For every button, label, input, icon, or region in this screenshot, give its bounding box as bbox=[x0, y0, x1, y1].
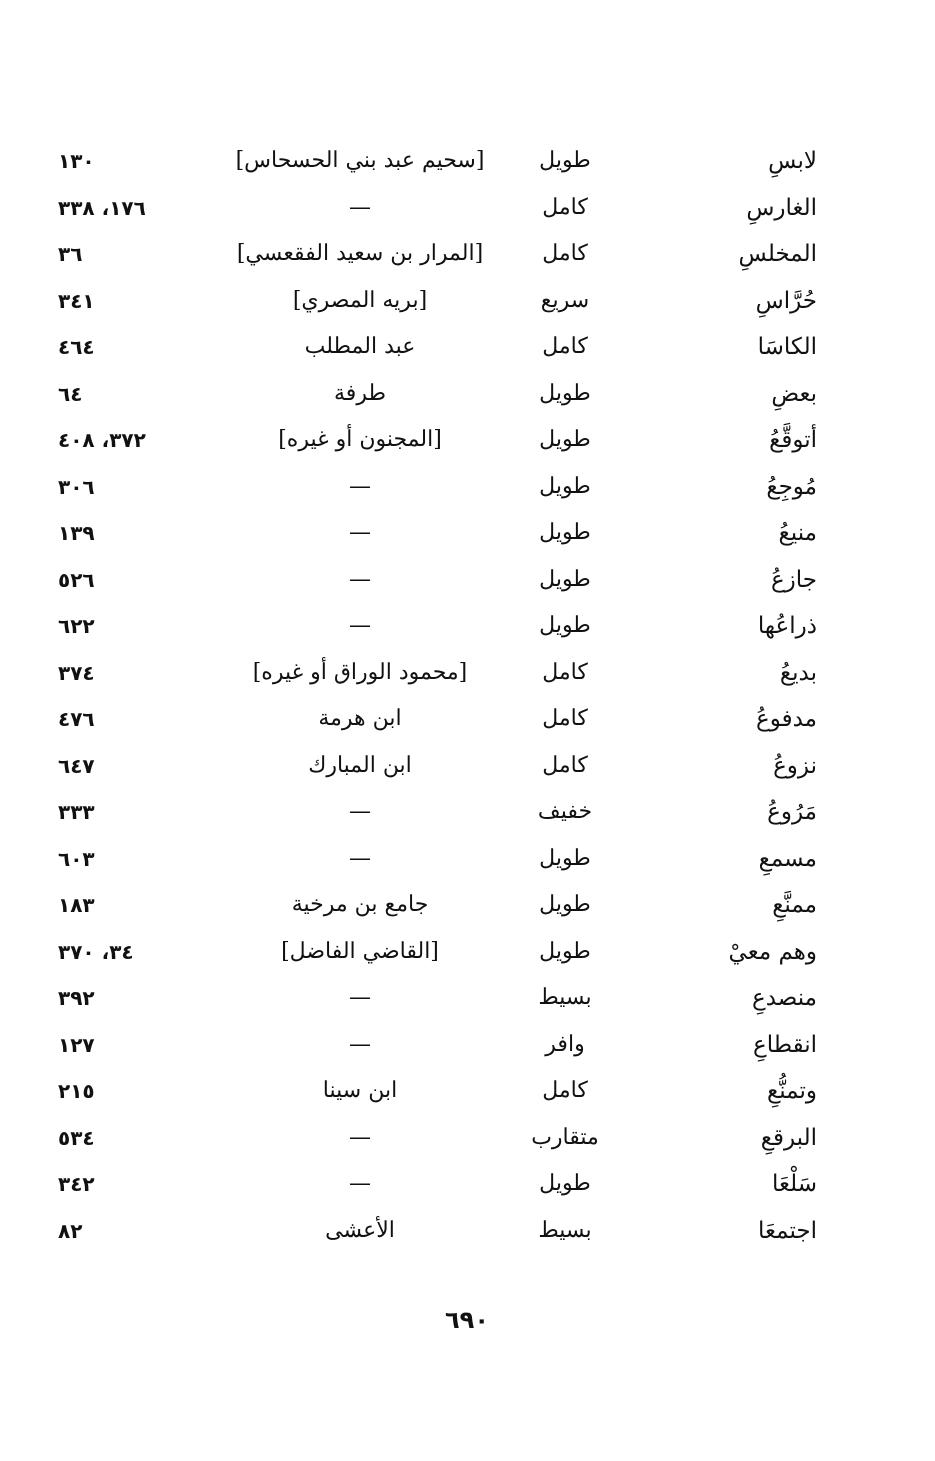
meter-cell bbox=[500, 836, 630, 883]
rhyme-cell bbox=[647, 464, 817, 511]
pages-cell bbox=[58, 1208, 208, 1255]
rhyme-cell-text: بديعُ bbox=[779, 659, 817, 686]
meter-cell bbox=[500, 278, 630, 325]
meter-cell-text: كامل bbox=[542, 194, 588, 220]
pages-cell bbox=[58, 836, 208, 883]
meter-cell bbox=[500, 1068, 630, 1115]
rhyme-cell-text: جازعُ bbox=[770, 566, 817, 593]
rhyme-cell bbox=[647, 882, 817, 929]
pages-cell bbox=[58, 743, 208, 790]
rhyme-cell bbox=[647, 1022, 817, 1069]
meter-cell-text: طويل bbox=[539, 380, 591, 406]
rhyme-cell-text: مدفوعُ bbox=[756, 706, 817, 732]
poet-cell-text: — bbox=[349, 985, 371, 1010]
meter-cell-text: بسيط bbox=[538, 985, 592, 1010]
rhyme-cell-text: أتوقَّعُ bbox=[769, 427, 817, 453]
pages-cell-text: ٨٢ bbox=[58, 1218, 83, 1243]
meter-cell bbox=[500, 1115, 630, 1162]
poet-cell-text: [سحيم عبد بني الحسحاس] bbox=[235, 148, 485, 173]
rhyme-cell bbox=[647, 743, 817, 790]
pages-cell bbox=[58, 1068, 208, 1115]
poet-cell bbox=[215, 371, 505, 418]
pages-cell-text: ٥٣٤ bbox=[58, 1125, 95, 1150]
poet-cell-text: — bbox=[349, 1031, 371, 1057]
rhyme-cell bbox=[647, 1068, 817, 1115]
poet-cell bbox=[215, 1208, 505, 1255]
poet-cell bbox=[215, 278, 505, 325]
rhyme-cell-text: مَرُوعُ bbox=[767, 799, 817, 825]
meter-cell-text: متقارب bbox=[531, 1124, 599, 1150]
meter-cell-text: كامل bbox=[542, 706, 588, 731]
pages-cell-text: ٢١٥ bbox=[58, 1079, 95, 1103]
pages-cell-text: ٥٢٦ bbox=[58, 567, 95, 592]
poet-cell bbox=[215, 138, 505, 185]
rhyme-cell bbox=[647, 185, 817, 232]
pages-cell-text: ٣٤٢ bbox=[58, 1172, 95, 1196]
meter-cell-text: طويل bbox=[539, 148, 591, 173]
poet-cell bbox=[215, 185, 505, 232]
rhyme-cell bbox=[647, 278, 817, 325]
pages-cell-text: ١٣٠ bbox=[58, 149, 95, 173]
meter-cell bbox=[500, 789, 630, 836]
pages-cell bbox=[58, 278, 208, 325]
meter-cell bbox=[500, 929, 630, 976]
poet-cell bbox=[215, 557, 505, 604]
rhyme-cell bbox=[647, 1161, 817, 1208]
poet-cell bbox=[215, 1022, 505, 1069]
pages-cell bbox=[58, 696, 208, 743]
index-row bbox=[0, 1115, 935, 1162]
poet-cell bbox=[215, 231, 505, 278]
rhyme-cell bbox=[647, 1115, 817, 1162]
rhyme-cell bbox=[647, 231, 817, 278]
rhyme-cell bbox=[647, 650, 817, 697]
index-row bbox=[0, 743, 935, 790]
index-row bbox=[0, 185, 935, 232]
rhyme-cell-text: حُرَّاسِ bbox=[755, 287, 817, 314]
meter-cell bbox=[500, 417, 630, 464]
pages-cell bbox=[58, 1161, 208, 1208]
meter-cell bbox=[500, 231, 630, 278]
rhyme-cell-text: سَلْعَا bbox=[772, 1171, 817, 1197]
poet-cell bbox=[215, 836, 505, 883]
index-row bbox=[0, 371, 935, 418]
poet-cell bbox=[215, 603, 505, 650]
poet-cell-text: [المجنون أو غيره] bbox=[278, 427, 442, 452]
poet-cell bbox=[215, 650, 505, 697]
index-row bbox=[0, 603, 935, 650]
poet-cell bbox=[215, 464, 505, 511]
pages-cell bbox=[58, 371, 208, 418]
poet-cell bbox=[215, 975, 505, 1022]
meter-cell bbox=[500, 696, 630, 743]
rhyme-cell-text: اجتمعَا bbox=[758, 1217, 817, 1244]
rhyme-cell-text: منصدعِ bbox=[751, 985, 817, 1011]
pages-cell-text: ٤٦٤ bbox=[58, 335, 95, 359]
page-number: ٦٩٠ bbox=[445, 1306, 489, 1334]
meter-cell-text: طويل bbox=[539, 845, 591, 871]
index-row bbox=[0, 650, 935, 697]
pages-cell bbox=[58, 603, 208, 650]
meter-cell-text: كامل bbox=[542, 334, 588, 359]
meter-cell bbox=[500, 1022, 630, 1069]
poet-cell bbox=[215, 743, 505, 790]
meter-cell bbox=[500, 510, 630, 557]
meter-cell bbox=[500, 557, 630, 604]
index-row bbox=[0, 510, 935, 557]
poet-cell-text: — bbox=[349, 845, 371, 871]
poet-cell-text: — bbox=[349, 194, 371, 220]
poet-cell bbox=[215, 417, 505, 464]
poet-cell bbox=[215, 324, 505, 371]
pages-cell-text: ١٧٦، ٣٣٨ bbox=[58, 195, 146, 220]
rhyme-cell-text: المخلسِ bbox=[738, 241, 817, 267]
poet-cell-text: طرفة bbox=[334, 380, 386, 406]
rhyme-cell bbox=[647, 138, 817, 185]
pages-cell bbox=[58, 417, 208, 464]
pages-cell bbox=[58, 324, 208, 371]
meter-cell-text: طويل bbox=[539, 1171, 591, 1196]
meter-cell bbox=[500, 882, 630, 929]
index-row bbox=[0, 836, 935, 883]
meter-cell-text: طويل bbox=[539, 473, 591, 499]
poet-cell-text: ابن المبارك bbox=[308, 752, 412, 778]
index-row bbox=[0, 882, 935, 929]
pages-cell-text: ١٢٧ bbox=[58, 1032, 95, 1057]
meter-cell-text: كامل bbox=[542, 1078, 588, 1103]
pages-cell bbox=[58, 510, 208, 557]
poet-cell bbox=[215, 882, 505, 929]
poet-cell-text: [القاضي الفاضل] bbox=[281, 938, 439, 964]
pages-cell bbox=[58, 650, 208, 697]
meter-cell-text: سريع bbox=[540, 287, 590, 313]
meter-cell bbox=[500, 603, 630, 650]
meter-cell-text: كامل bbox=[542, 752, 588, 778]
index-row bbox=[0, 789, 935, 836]
index-row bbox=[0, 696, 935, 743]
poet-cell-text: [المرار بن سعيد الفقعسي] bbox=[236, 241, 484, 266]
meter-cell bbox=[500, 975, 630, 1022]
pages-cell-text: ٣٦ bbox=[58, 242, 83, 266]
index-row bbox=[0, 1161, 935, 1208]
rhyme-cell-text: لابسِ bbox=[768, 148, 817, 174]
poet-cell bbox=[215, 696, 505, 743]
poet-cell bbox=[215, 789, 505, 836]
rhyme-cell-text: مسمعِ bbox=[758, 845, 817, 872]
index-row bbox=[0, 1068, 935, 1115]
meter-cell-text: كامل bbox=[542, 659, 588, 685]
rhyme-cell-text: وهم معيْ bbox=[728, 938, 817, 965]
rhyme-cell-text: الغارسِ bbox=[746, 194, 817, 221]
meter-cell-text: خفيف bbox=[537, 799, 593, 824]
poet-cell-text: — bbox=[349, 520, 371, 545]
rhyme-cell bbox=[647, 836, 817, 883]
index-row bbox=[0, 324, 935, 371]
pages-cell bbox=[58, 464, 208, 511]
poet-cell-text: جامع بن مرخية bbox=[291, 892, 429, 917]
poet-cell-text: ابن سينا bbox=[322, 1078, 398, 1103]
pages-cell-text: ١٣٩ bbox=[58, 521, 95, 545]
pages-cell bbox=[58, 882, 208, 929]
poet-cell bbox=[215, 929, 505, 976]
pages-cell-text: ٤٧٦ bbox=[58, 707, 95, 731]
rhyme-cell-text: ذراعُها bbox=[757, 613, 817, 639]
index-row bbox=[0, 138, 935, 185]
meter-cell bbox=[500, 650, 630, 697]
pages-cell bbox=[58, 1115, 208, 1162]
rhyme-cell bbox=[647, 789, 817, 836]
rhyme-cell-text: بعضِ bbox=[771, 380, 817, 407]
meter-cell bbox=[500, 324, 630, 371]
meter-cell-text: طويل bbox=[539, 566, 591, 592]
meter-cell-text: طويل bbox=[539, 613, 591, 638]
pages-cell-text: ٣٠٦ bbox=[58, 474, 95, 499]
pages-cell bbox=[58, 231, 208, 278]
index-row bbox=[0, 975, 935, 1022]
meter-cell bbox=[500, 185, 630, 232]
meter-cell bbox=[500, 1208, 630, 1255]
meter-cell bbox=[500, 371, 630, 418]
meter-cell-text: طويل bbox=[539, 938, 591, 964]
poet-cell-text: — bbox=[349, 566, 371, 592]
rhyme-cell bbox=[647, 557, 817, 604]
pages-cell bbox=[58, 1022, 208, 1069]
rhyme-cell bbox=[647, 1208, 817, 1255]
meter-cell-text: طويل bbox=[539, 520, 591, 545]
pages-cell-text: ٣٤١ bbox=[58, 288, 95, 313]
rhyme-cell bbox=[647, 929, 817, 976]
rhyme-cell-text: البرقعِ bbox=[760, 1124, 817, 1151]
rhyme-cell-text: ممنَّعِ bbox=[772, 892, 817, 918]
meter-cell-text: طويل bbox=[539, 892, 591, 917]
meter-cell bbox=[500, 464, 630, 511]
verse-index-table bbox=[0, 138, 935, 1254]
poet-cell-text: — bbox=[349, 1124, 371, 1150]
rhyme-cell bbox=[647, 510, 817, 557]
poet-cell-text: الأعشى bbox=[325, 1217, 395, 1243]
pages-cell bbox=[58, 929, 208, 976]
pages-cell bbox=[58, 557, 208, 604]
pages-cell-text: ٦٤٧ bbox=[58, 753, 95, 778]
poet-cell bbox=[215, 1115, 505, 1162]
poet-cell-text: [محمود الوراق أو غيره] bbox=[252, 659, 468, 685]
rhyme-cell bbox=[647, 417, 817, 464]
pages-cell-text: ٦٤ bbox=[58, 381, 83, 406]
rhyme-cell bbox=[647, 696, 817, 743]
index-row bbox=[0, 1208, 935, 1255]
rhyme-cell bbox=[647, 324, 817, 371]
pages-cell-text: ١٨٣ bbox=[58, 893, 95, 917]
meter-cell bbox=[500, 1161, 630, 1208]
rhyme-cell bbox=[647, 371, 817, 418]
rhyme-cell-text: نزوعُ bbox=[773, 752, 817, 779]
rhyme-cell bbox=[647, 975, 817, 1022]
poet-cell-text: [بريه المصري] bbox=[292, 287, 428, 313]
poet-cell bbox=[215, 1068, 505, 1115]
pages-cell bbox=[58, 789, 208, 836]
rhyme-cell bbox=[647, 603, 817, 650]
rhyme-cell-text: انقطاعِ bbox=[752, 1031, 817, 1058]
meter-cell-text: بسيط bbox=[538, 1217, 592, 1243]
meter-cell bbox=[500, 743, 630, 790]
rhyme-cell-text: مُوجِعُ bbox=[766, 473, 817, 500]
poet-cell-text: عبد المطلب bbox=[304, 334, 416, 359]
rhyme-cell-text: الكاسَا bbox=[757, 334, 817, 360]
poet-cell bbox=[215, 510, 505, 557]
pages-cell bbox=[58, 138, 208, 185]
index-row bbox=[0, 1022, 935, 1069]
index-row bbox=[0, 464, 935, 511]
pages-cell-text: ٣٧٢، ٤٠٨ bbox=[58, 428, 146, 452]
index-row bbox=[0, 929, 935, 976]
meter-cell-text: طويل bbox=[539, 427, 591, 452]
poet-cell-text: — bbox=[349, 1171, 371, 1196]
index-row bbox=[0, 417, 935, 464]
rhyme-cell-text: وتمنُّعِ bbox=[767, 1078, 817, 1104]
index-row bbox=[0, 557, 935, 604]
poet-cell-text: — bbox=[349, 613, 371, 638]
rhyme-cell-text: منيعُ bbox=[778, 520, 817, 546]
pages-cell-text: ٣٩٢ bbox=[58, 986, 95, 1010]
pages-cell-text: ٣٣٣ bbox=[58, 800, 95, 824]
meter-cell-text: وافر bbox=[545, 1031, 585, 1057]
index-row bbox=[0, 278, 935, 325]
pages-cell-text: ٦٠٣ bbox=[58, 846, 95, 871]
poet-cell-text: — bbox=[349, 799, 371, 824]
poet-cell-text: — bbox=[349, 473, 371, 499]
pages-cell-text: ٣٧٤ bbox=[58, 660, 95, 685]
poet-cell bbox=[215, 1161, 505, 1208]
pages-cell-text: ٣٤، ٣٧٠ bbox=[58, 939, 134, 964]
meter-cell bbox=[500, 138, 630, 185]
poet-cell-text: ابن هرمة bbox=[318, 706, 402, 731]
pages-cell bbox=[58, 975, 208, 1022]
meter-cell-text: كامل bbox=[542, 241, 588, 266]
pages-cell-text: ٦٢٢ bbox=[58, 614, 95, 638]
pages-cell bbox=[58, 185, 208, 232]
index-row bbox=[0, 231, 935, 278]
